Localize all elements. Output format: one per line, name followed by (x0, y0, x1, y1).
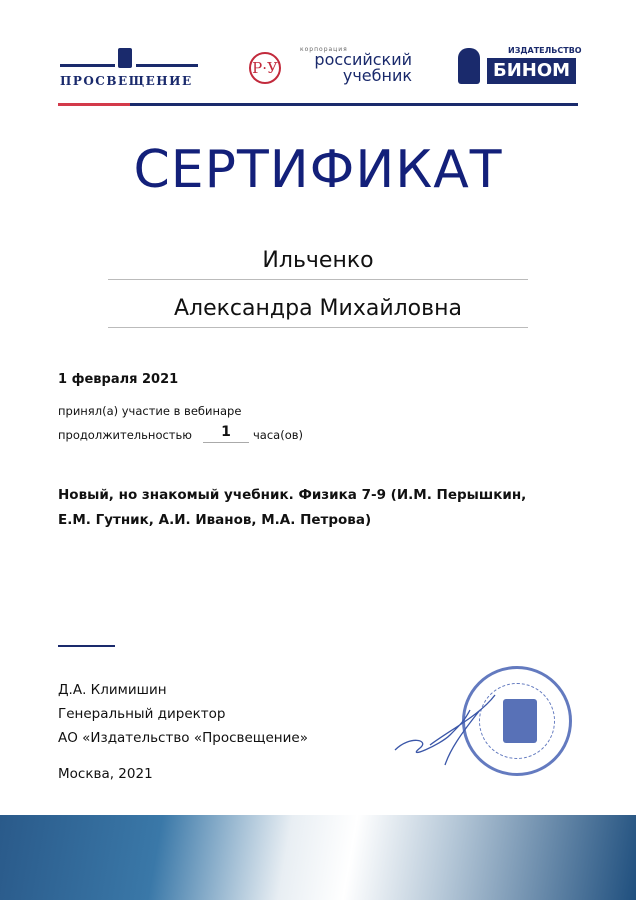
ru-logo-icon: Р·У (249, 52, 281, 84)
binom-figure-icon (458, 48, 480, 84)
binom-logo-small: ИЗДАТЕЛЬСТВО (508, 46, 582, 55)
footer-decoration (0, 815, 636, 900)
prosveshchenie-logo-icon (118, 48, 132, 68)
event-date: 1 февраля 2021 (58, 372, 179, 387)
duration-unit: часа(ов) (253, 428, 303, 442)
signer-block (58, 678, 308, 750)
duration-label: продолжительностью (58, 428, 192, 442)
signer-name: Д.А. Климишин (58, 682, 167, 698)
binom-logo: БИНОМ (487, 58, 576, 84)
signature-divider (58, 645, 115, 647)
signer-position: Генеральный директор (58, 706, 226, 722)
header-divider (58, 103, 578, 106)
prosv-logo-bar-right (136, 64, 198, 67)
duration-value: 1 (203, 424, 249, 443)
recipient-given-name: Александра Михайловна (108, 296, 528, 328)
course-title: Новый, но знакомый учебник. Физика 7-9 (И.М. Перышкин, Е.М. Гутник, А.И. Иванов, М.А. Петрова) (58, 487, 527, 528)
ru-logo-line1: российский (314, 50, 412, 69)
stamp-icon (462, 666, 572, 776)
prosv-logo-bar-left (60, 64, 115, 67)
ru-logo-line2: учебник (342, 66, 412, 85)
certificate-title: СЕРТИФИКАТ (133, 140, 503, 200)
signer-org: АО «Издательство «Просвещение» (58, 730, 308, 746)
recipient-surname: Ильченко (108, 248, 528, 280)
prosveshchenie-logo: ПРОСВЕЩЕНИЕ (60, 74, 193, 88)
ru-logo-small: корпорация (300, 46, 348, 53)
ru-logo (292, 52, 412, 84)
participation-text: принял(а) участие в вебинаре (58, 404, 242, 418)
city-year: Москва, 2021 (58, 766, 153, 782)
